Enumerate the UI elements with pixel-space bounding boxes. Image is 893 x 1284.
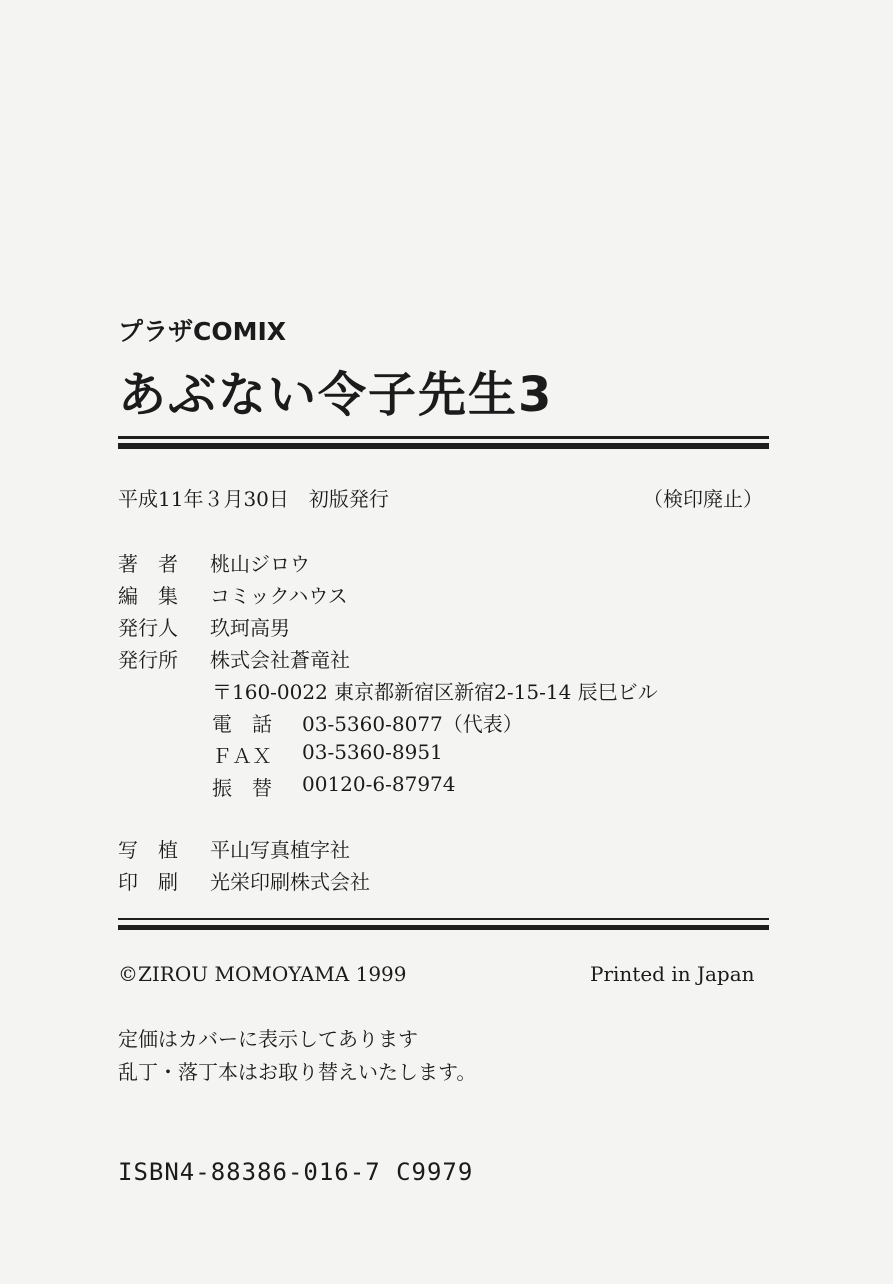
editor-label: 編 集 (118, 584, 178, 608)
publisher-address: 〒160-0022 東京都新宿区新宿2-15-14 辰巳ビル (212, 680, 658, 704)
print-label: 印 刷 (118, 870, 178, 894)
issue-date: 平成11年３月30日 初版発行 (118, 487, 389, 511)
transfer-number: 00120-6-87974 (302, 772, 456, 796)
editor-name: コミックハウス (210, 584, 348, 608)
fax-number: 03-5360-8951 (302, 740, 443, 764)
author-name: 桃山ジロウ (210, 552, 310, 576)
price-note: 定価はカバーに表示してあります (118, 1027, 418, 1051)
top-rule-lower (118, 443, 769, 449)
publisher-name: 株式会社蒼竜社 (210, 648, 350, 672)
fax-label: ＦＡＸ (212, 744, 272, 768)
isbn-code: ISBN4-88386-016-7 C9979 (118, 1158, 474, 1186)
publisher-label: 発行所 (118, 648, 178, 672)
top-rule-upper (118, 436, 769, 439)
author-label: 著 者 (118, 552, 178, 576)
seal-note: （検印廃止） (643, 487, 763, 511)
imprint-label: プラザCOMIX (118, 317, 287, 346)
tel-label: 電 話 (212, 712, 272, 736)
tel-number: 03-5360-8077（代表） (302, 712, 523, 736)
typeset-label: 写 植 (118, 838, 178, 862)
typeset-company: 平山写真植字社 (210, 838, 350, 862)
book-title: あぶない令子先生3 (118, 367, 554, 423)
bottom-rule-lower (118, 925, 769, 930)
printed-in: Printed in Japan (590, 962, 755, 986)
print-company: 光栄印刷株式会社 (210, 870, 370, 894)
bottom-rule-upper (118, 918, 769, 920)
copyright-notice: ©ZIROU MOMOYAMA 1999 (118, 962, 407, 986)
publisher-person-label: 発行人 (118, 616, 178, 640)
exchange-note: 乱丁・落丁本はお取り替えいたします。 (118, 1060, 477, 1084)
transfer-label: 振 替 (212, 776, 272, 800)
publisher-person-name: 玖珂高男 (210, 616, 290, 640)
